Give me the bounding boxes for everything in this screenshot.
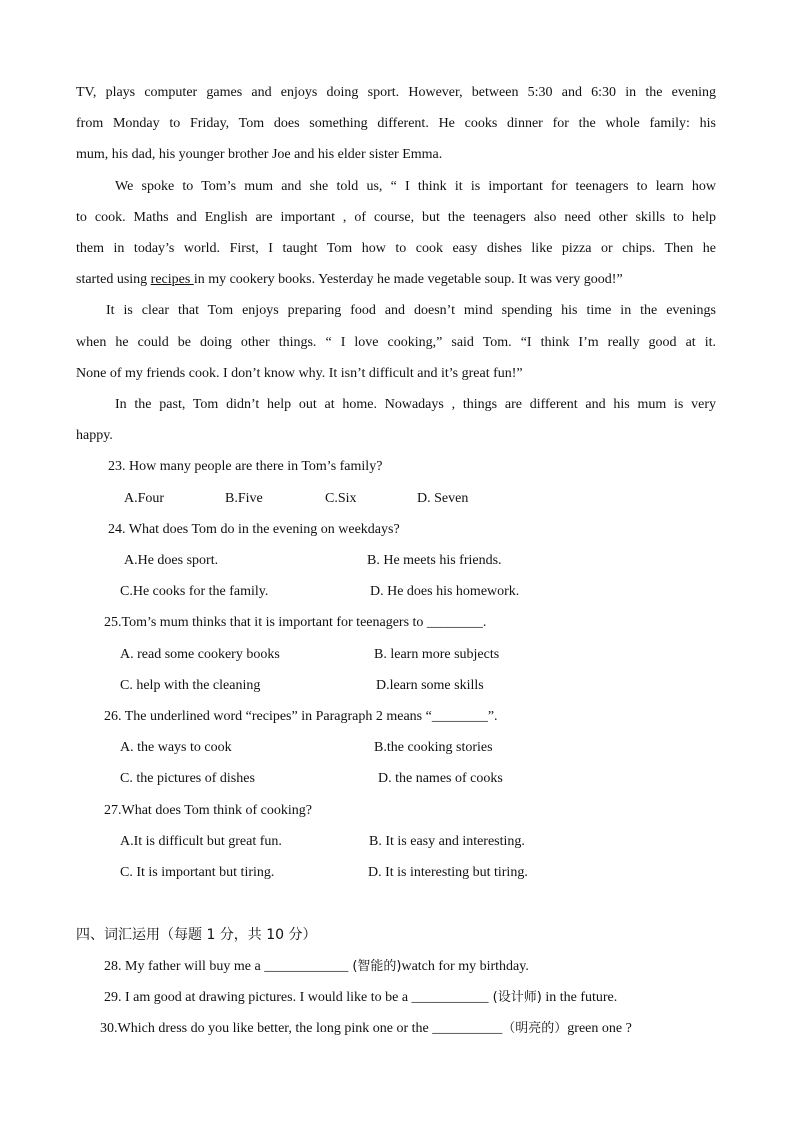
- passage-line: when he could be doing other things. “ I love cooking,” said Tom. “I think I’m really good at it.: [76, 335, 716, 350]
- option-d: D. the names of cooks: [378, 771, 503, 786]
- passage-line: In the past, Tom didn’t help out at home. Nowadays , things are different and his mum is very: [115, 397, 716, 412]
- option-c: C. the pictures of dishes: [120, 771, 255, 786]
- option-c: C. help with the cleaning: [120, 678, 261, 693]
- option-d: D. He does his homework.: [370, 584, 520, 599]
- vocab-item-28: [104, 958, 716, 976]
- passage-line: We spoke to Tom’s mum and she told us, “ I think it is important for teenagers to learn how: [115, 179, 716, 194]
- passage-line: them in today’s world. First, I taught Tom how to cook easy dishes like pizza or chips. Then he: [76, 241, 716, 256]
- question-stem: 27.What does Tom think of cooking?: [104, 803, 312, 818]
- passage-line: None of my friends cook. I don’t know why. It isn’t difficult and it’s great fun!”: [76, 366, 523, 381]
- option-c: C.He cooks for the family.: [120, 584, 269, 599]
- section-heading: 四、词汇运用（每题 1 分，共 10 分）: [76, 927, 317, 943]
- passage-line: It is clear that Tom enjoys preparing food and doesn’t mind spending his time in the evenings: [106, 303, 716, 318]
- passage-text: started using: [76, 272, 151, 287]
- answer-blank[interactable]: ___________: [411, 990, 489, 1005]
- chinese-hint: (智能的): [348, 959, 402, 974]
- option-b: B.Five: [225, 491, 263, 506]
- passage-line: from Monday to Friday, Tom does something different. He cooks dinner for the whole family: his: [76, 116, 716, 131]
- passage-text: in my cookery books. Yesterday he made vegetable soup. It was very good!”: [193, 272, 623, 287]
- question-stem: 25.Tom’s mum thinks that it is important for teenagers to ________.: [104, 615, 487, 630]
- option-a: A.Four: [124, 491, 165, 506]
- passage-line: to cook. Maths and English are important , of course, but the teenagers also need other skills to help: [76, 210, 716, 225]
- option-d: D. It is interesting but tiring.: [368, 865, 528, 880]
- option-d: D. Seven: [417, 491, 469, 506]
- vocab-text: watch for my birthday.: [401, 959, 529, 974]
- vocab-item-29: [104, 989, 716, 1007]
- vocab-text: green one ?: [567, 1021, 632, 1036]
- option-c: C.Six: [325, 491, 357, 506]
- question-stem: 23. How many people are there in Tom’s family?: [108, 459, 383, 474]
- chinese-hint: （明亮的）: [502, 1021, 568, 1036]
- chinese-hint: (设计师): [488, 990, 542, 1005]
- option-b: B. learn more subjects: [374, 647, 500, 662]
- option-b: B. It is easy and interesting.: [369, 834, 525, 849]
- passage-line: TV, plays computer games and enjoys doing sport. However, between 5:30 and 6:30 in the evening: [76, 85, 716, 100]
- option-a: A.It is difficult but great fun.: [120, 834, 282, 849]
- underlined-word-recipes: recipes: [150, 272, 194, 287]
- vocab-text: 28. My father will buy me a: [104, 959, 265, 974]
- option-d: D.learn some skills: [376, 678, 484, 693]
- option-a: A. read some cookery books: [120, 647, 280, 662]
- answer-blank[interactable]: ____________: [264, 959, 349, 974]
- question-stem: 26. The underlined word “recipes” in Paragraph 2 means “________”.: [104, 709, 498, 724]
- vocab-item-30: [100, 1020, 716, 1038]
- passage-line: mum, his dad, his younger brother Joe and his elder sister Emma.: [76, 147, 443, 162]
- option-a: A.He does sport.: [124, 553, 219, 568]
- option-b: B.the cooking stories: [374, 740, 493, 755]
- option-c: C. It is important but tiring.: [120, 865, 275, 880]
- vocab-text: 30.Which dress do you like better, the long pink one or the: [100, 1021, 433, 1036]
- vocab-text: in the future.: [541, 990, 618, 1005]
- vocab-text: 29. I am good at drawing pictures. I would like to be a: [104, 990, 412, 1005]
- passage-line: [76, 271, 716, 289]
- option-b: B. He meets his friends.: [367, 553, 502, 568]
- option-a: A. the ways to cook: [120, 740, 232, 755]
- answer-blank[interactable]: __________: [432, 1021, 503, 1036]
- question-stem: 24. What does Tom do in the evening on weekdays?: [108, 522, 400, 537]
- passage-line: happy.: [76, 428, 113, 443]
